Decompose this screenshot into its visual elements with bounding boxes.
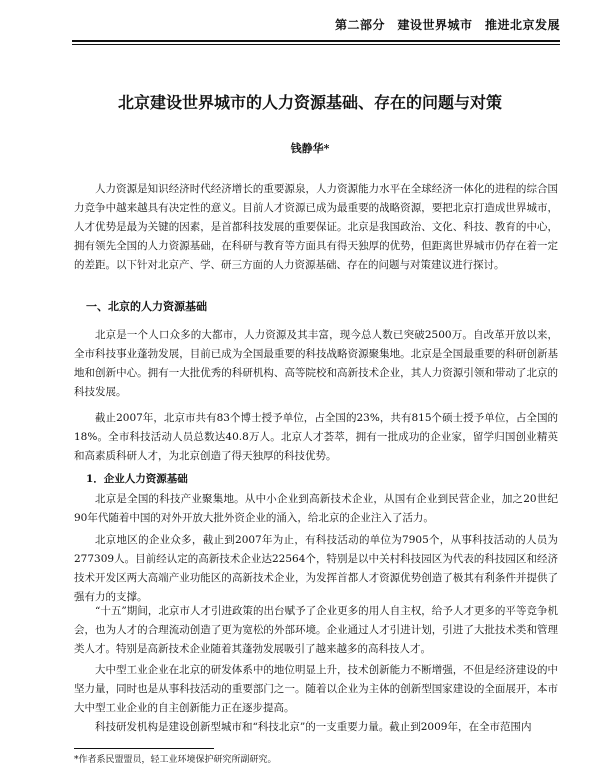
section-heading-1: 一、北京的人力资源基础 xyxy=(86,300,207,313)
article-title: 北京建设世界城市的人力资源基础、存在的问题与对策 xyxy=(117,93,502,112)
header-rule-thin xyxy=(72,44,560,45)
paragraph-2: 截止2007年，北京市共有83个博士授予单位，占全国的23%，共有815个硕士授予单位，占全国的18%。全市科技活动人员总数达40.8万人。北京人才荟萃，拥有一批成功的企业家，留学归国创业精英和高素质科研人才，为北京创造了得天独厚的科技优势。 xyxy=(74,412,558,462)
article-author: 钱静华* xyxy=(290,142,330,155)
paragraph-7: 科技研发机构是建设创新型城市和“科技北京”的一支重要力量。截止到2009年，在全市范围内 xyxy=(95,721,532,733)
footnote-rule xyxy=(74,748,214,749)
footnote: *作者系民盟盟员，轻工业环境保护研究所副研究。 xyxy=(74,755,277,765)
running-header: 第二部分 建设世界城市 推进北京发展 xyxy=(334,18,560,32)
paragraph-1: 北京是一个人口众多的大都市，人力资源及其丰富，现今总人数已突破2500万。自改革开放以来，全市科技事业蓬勃发展，目前已成为全国最重要的科技战略资源聚集地。北京是全国最重要的科研创新基地和创新中心。拥有一大批优秀的科研机构、高等院校和高新技术企业，其人力资源引领和带动了北京的科技发展。 xyxy=(74,329,558,398)
header-rule-thick xyxy=(72,40,560,42)
paragraph-5: “十五”期间，北京市人才引进政策的出台赋予了企业更多的用人自主权，给予人才更多的平等竞争机会，也为人才的合理流动创造了更为宽松的外部环境。企业通过人才引进计划，引进了大批技术类和管理类人才。特别是高新技术企业随着其蓬勃发展吸引了越来越多的高科技人才。 xyxy=(74,605,558,655)
subsection-heading-1: 1．企业人力资源基础 xyxy=(86,473,188,485)
paragraph-3: 北京是全国的科技产业聚集地。从中小企业到高新技术企业，从国有企业到民营企业，加之20世纪90年代随着中国的对外开放大批外资企业的涌入，给北京的企业注入了活力。 xyxy=(74,493,558,524)
paragraph-intro: 人力资源是知识经济时代经济增长的重要源泉，人力资源能力水平在全球经济一体化的进程的综合国力竞争中越来越具有决定性的意义。目前人才资源已成为最重要的战略资源，要把北京打造成世界城市，人才优势是最为关键的因素，是首都科技发展的重要保证。北京是我国政治、文化、科技、教育的中心，拥有领先全国的人力资源基础，在科研与教育等方面具有得天独厚的优势，但距离世界城市仍存在着一定的差距。以下针对北京产、学、研三方面的人力资源基础、存在的问题与对策建议进行探讨。 xyxy=(74,183,558,271)
paragraph-4: 北京地区的企业众多，截止到2007年为止，有科技活动的单位为7905个，从事科技活动的人员为277309人。目前经认定的高新技术企业达22564个，特别是以中关村科技园区为代表的科技园区和经济技术开发区两大高端产业功能区的高新技术企业，为发挥首都人才资源优势创造了极其有利条件并提供了强有力的支撑。 xyxy=(74,534,558,603)
paragraph-6: 大中型工业企业在北京的研发体系中的地位明显上升，技术创新能力不断增强，不但是经济建设的中坚力量，同时也是从事科技活动的重要部门之一。随着以企业为主体的创新型国家建设的全面展开，本市大中型工业企业的自主创新能力正在逐步提高。 xyxy=(74,664,558,714)
